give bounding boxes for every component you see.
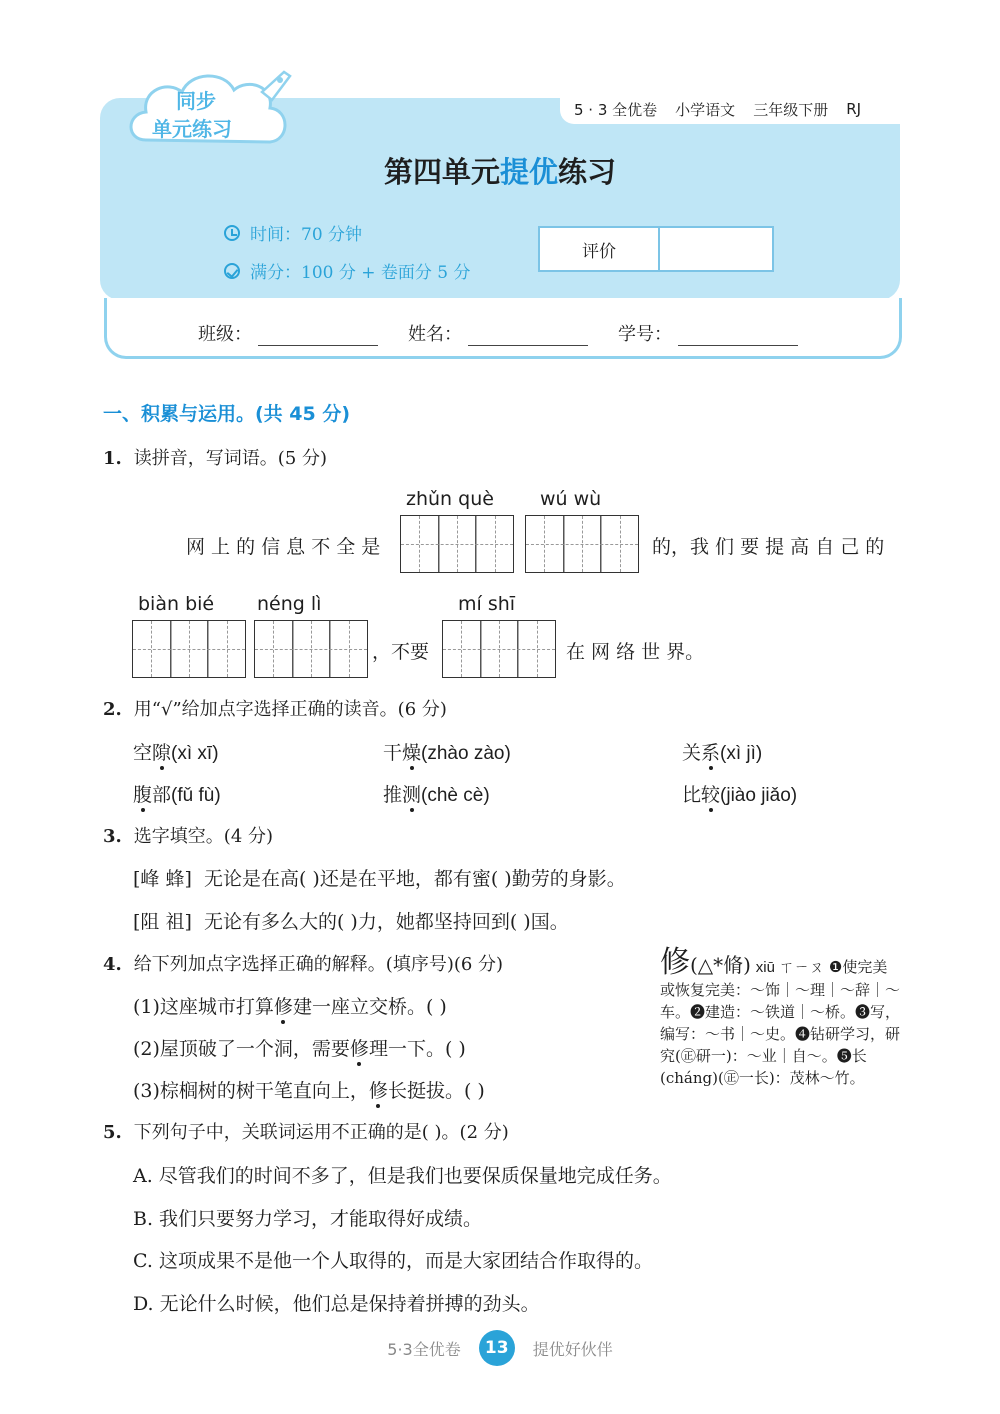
- class-input[interactable]: [258, 325, 378, 346]
- footer-left: 5·3全优卷: [387, 1339, 461, 1359]
- q1-sentence-1: 网 上 的 信 息 不 全 是: [186, 536, 381, 558]
- dict-head: 修: [660, 945, 690, 980]
- q2-item-3: 关系(xì jì): [682, 742, 763, 764]
- id-input[interactable]: [678, 325, 798, 346]
- writing-box-4[interactable]: [254, 620, 368, 678]
- edition: RJ: [846, 100, 862, 118]
- q1-sentence-2: 的，我 们 要 提 高 自 己 的: [652, 536, 885, 558]
- question-2: 2. 用“√”给加点字选择正确的读音。(6 分): [103, 699, 447, 720]
- badge-line1: 同步: [176, 89, 216, 113]
- cloud-badge-icon: [124, 62, 304, 162]
- evaluation-box: [538, 226, 774, 272]
- page-title: 第四单元提优练习: [383, 155, 617, 189]
- q2-item-5: 推测(chè cè): [383, 784, 490, 806]
- question-5: 5. 下列句子中，关联词运用不正确的是( )。(2 分): [103, 1122, 509, 1143]
- evaluation-field[interactable]: [660, 228, 772, 270]
- pinyin-4: néng lì: [257, 593, 322, 615]
- q5-option-b[interactable]: B. 我们只要努力学习，才能取得好成绩。: [133, 1208, 483, 1230]
- footer: [0, 1330, 1000, 1366]
- question-3: 3. 选字填空。(4 分): [103, 826, 274, 847]
- pinyin-5: mí shī: [458, 593, 516, 615]
- id-field: 学号：: [618, 320, 798, 346]
- pinyin-3: biàn bié: [138, 593, 215, 615]
- q1-sentence-4: 在 网 络 世 界。: [566, 641, 705, 663]
- question-4: 4. 给下列加点字选择正确的解释。(填序号)(6 分): [103, 954, 504, 975]
- dict-variant: (△*脩): [690, 953, 751, 977]
- writing-box-1[interactable]: [400, 515, 514, 573]
- subject: 小学语文: [675, 100, 736, 119]
- q4-item-1: (1)这座城市打算修建一座立交桥。( ): [133, 996, 447, 1018]
- footer-right: 提优好伙伴: [532, 1339, 613, 1359]
- check-icon: [224, 263, 240, 279]
- q3-line-1: [峰 蜂] 无论是在高( )还是在平地，都有蜜( )勤劳的身影。: [133, 868, 626, 890]
- q5-option-d[interactable]: D. 无论什么时候，他们总是保持着拼搏的劲头。: [133, 1293, 540, 1315]
- grade: 三年级下册: [753, 100, 829, 119]
- badge-line2: 单元练习: [152, 117, 232, 141]
- name-field: 姓名：: [408, 320, 588, 346]
- name-input[interactable]: [468, 325, 588, 346]
- class-field: 班级：: [198, 320, 378, 346]
- score-line: [224, 258, 471, 283]
- q4-item-2: (2)屋顶破了一个洞，需要修理一下。( ): [133, 1038, 466, 1060]
- time-text: 时间：70 分钟: [250, 225, 363, 245]
- dict-body: ❶使完美或恢复完美：～饰｜～理｜～辞｜～车。❷建造：～铁道｜～桥。❸写，编写：～书｜～史。❹钻研学习，研究(㊣研一)：～业｜自～。❺长(cháng)(㊣一长)：茂林～竹。: [660, 958, 901, 1087]
- series-name: 5 · 3 全优卷: [574, 100, 658, 119]
- q2-item-4: 腹部(fǔ fù): [133, 784, 221, 806]
- writing-box-5[interactable]: [442, 620, 556, 678]
- q5-option-a[interactable]: A. 尽管我们的时间不多了，但是我们也要保质保量地完成任务。: [133, 1165, 672, 1187]
- q1-sentence-3: ，不要: [372, 641, 430, 663]
- section-title: 一、积累与运用。(共 45 分): [103, 403, 351, 425]
- evaluation-label: 评价: [540, 228, 660, 270]
- q2-item-1: 空隙(xì xī): [133, 742, 219, 764]
- series-bar: [560, 94, 905, 124]
- writing-box-3[interactable]: [132, 620, 246, 678]
- dict-pinyin: xiū ㄒㄧㄡ: [755, 959, 825, 976]
- dictionary-entry: [660, 945, 901, 1089]
- q5-option-c[interactable]: C. 这项成果不是他一个人取得的，而是大家团结合作取得的。: [133, 1250, 653, 1272]
- score-text: 满分：100 分 + 卷面分 5 分: [250, 263, 471, 283]
- page-number: 13: [479, 1330, 515, 1366]
- writing-box-2[interactable]: [525, 515, 639, 573]
- question-1: 1. 读拼音，写词语。(5 分): [103, 448, 328, 469]
- pinyin-2: wú wù: [540, 488, 602, 510]
- q2-item-6: 比较(jiào jiǎo): [682, 784, 798, 806]
- q3-line-2: [阻 祖] 无论有多么大的( )力，她都坚持回到( )国。: [133, 911, 569, 933]
- q4-item-3: (3)棕榈树的树干笔直向上，修长挺拔。( ): [133, 1080, 485, 1102]
- clock-icon: [224, 225, 240, 241]
- time-line: [224, 220, 362, 245]
- q2-item-2: 干燥(zhào zào): [383, 742, 511, 764]
- pinyin-1: zhǔn què: [406, 488, 494, 510]
